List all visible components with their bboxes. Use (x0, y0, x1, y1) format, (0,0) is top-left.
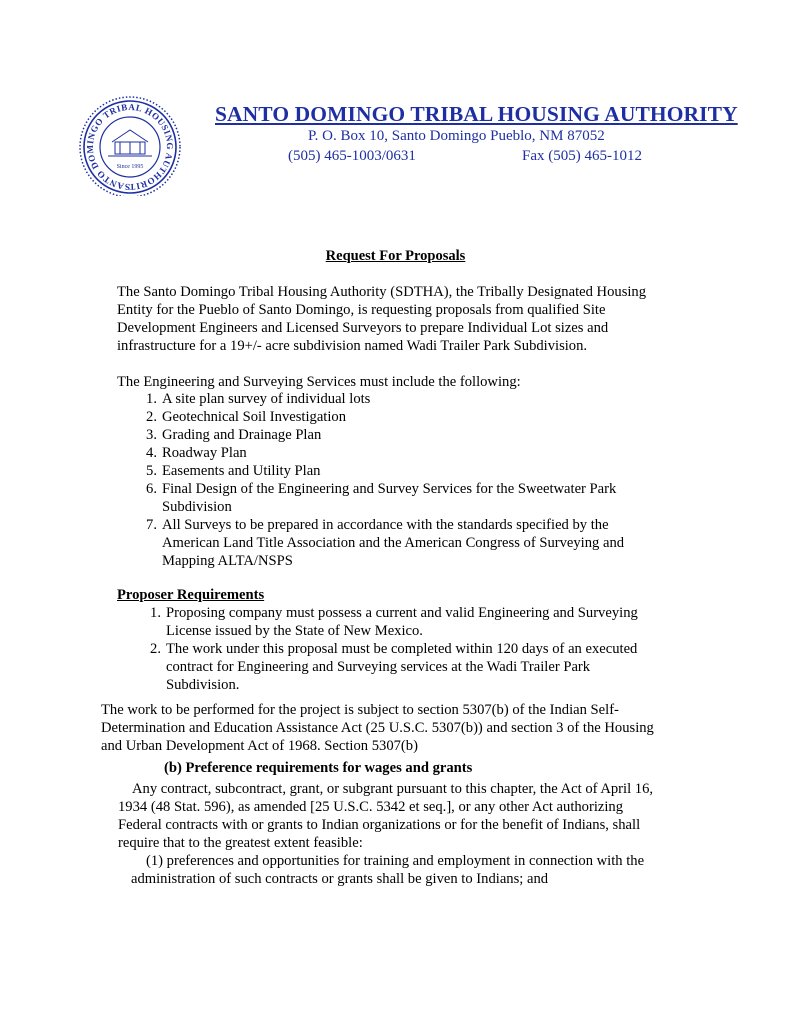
intro-line: The Santo Domingo Tribal Housing Authority (SDTHA), the Tribally Designated Housing (117, 284, 647, 300)
organization-address: P. O. Box 10, Santo Domingo Pueblo, NM 87052 (308, 128, 605, 144)
seal-since-text: Since 1995 (116, 164, 144, 170)
wages-paragraph: The work to be performed for the project is subject to section 5307(b) of the Indian Self- Determination and Education Assistance Act (25 U.S.C. 5307(b)) and section 3 of the Housing and Urban Development Act of 1968. Section 5307(b) (101, 702, 654, 754)
list-item: 2. The work under this proposal must be completed within 120 days of an executed contract for Engineering and Surveying services at the Wadi Trailer Park Subdivision. (150, 641, 638, 693)
engineering-services-lead: The Engineering and Surveying Services must include the following: (117, 374, 521, 390)
list-item: 4. Roadway Plan (146, 445, 247, 461)
list-item: 1. A site plan survey of individual lots (146, 391, 371, 407)
list-item: 1. Proposing company must possess a current and valid Engineering and Surveying License issued by the State of New Mexico. (150, 605, 638, 639)
list-item: 6. Final Design of the Engineering and Survey Services for the Sweetwater Park Subdivision (146, 481, 617, 515)
organization-phone: (505) 465-1003/0631 (288, 148, 416, 164)
seal-ring-text: SANTO DOMINGO TRIBAL HOUSING AUTHORIT (84, 101, 176, 193)
list-item: 5. Easements and Utility Plan (146, 463, 321, 479)
housing-authority-seal (68, 94, 192, 196)
list-item: 2. Geotechnical Soil Investigation (146, 409, 346, 425)
list-item: 3. Grading and Drainage Plan (146, 427, 322, 443)
preference-paragraph: Any contract, subcontract, grant, or subgrant pursuant to this chapter, the Act of April 16, 1934 (48 Stat. 596), as amended [25 U.S.C. 5342 et seq.], or any other Act authorizing Federal contracts with or grants to Indian organizations or for the benefit of Indians, shall require that to the greatest extent feasible: (118, 781, 654, 851)
proposer-requirements-list (150, 604, 638, 694)
document-title: Request For Proposals (325, 248, 466, 264)
preference-requirements-heading: (b) Preference requirements for wages and grants (164, 760, 473, 776)
intro-line: Development Engineers and Licensed Surveyors to prepare Individual Lot sizes and (117, 320, 609, 336)
list-item: 7. All Surveys to be prepared in accordance with the standards specified by the American Land Title Association and the American Congress of Surveying and Mapping ALTA/NSPS (146, 517, 625, 569)
intro-paragraph (117, 283, 646, 355)
engineering-services-list (146, 390, 625, 570)
intro-line: Entity for the Pueblo of Santo Domingo, is requesting proposals from qualified Site (117, 302, 606, 318)
proposer-requirements-heading: Proposer Requirements (117, 587, 265, 603)
intro-line: infrastructure for a 19+/- acre subdivision named Wadi Trailer Park Subdivision. (117, 338, 588, 354)
preference-item-1: (1) preferences and opportunities for training and employment in connection with the administration of such contracts or grants shall be given to Indians; and (131, 853, 645, 887)
organization-fax: Fax (505) 465-1012 (522, 148, 642, 164)
organization-name: SANTO DOMINGO TRIBAL HOUSING AUTHORITY (215, 102, 738, 126)
